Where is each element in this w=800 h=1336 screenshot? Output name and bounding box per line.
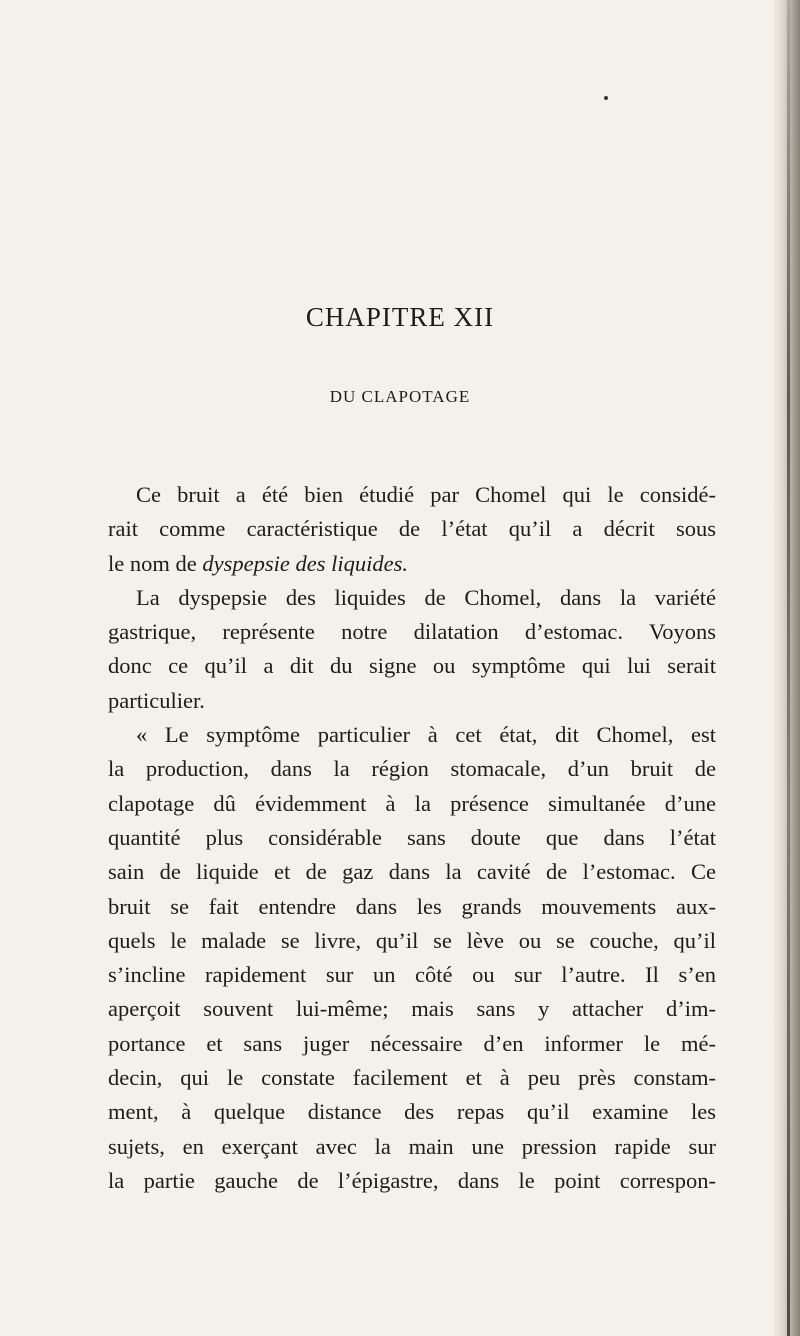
chapter-subtitle: DU CLAPOTAGE xyxy=(329,387,471,406)
text-line: Ce bruit a été bien étudié par Chomel qui le considé- xyxy=(136,482,716,507)
text-line: s’incline rapidement sur un côté ou sur l’autre. Il s’en xyxy=(108,962,716,988)
text-line: sujets, en exerçant avec la main une pression rapide sur xyxy=(108,1133,716,1159)
page-edge-shadow xyxy=(772,0,800,1336)
italic-term: dyspepsie des liquides. xyxy=(202,550,408,576)
text-span: le nom de xyxy=(108,550,203,576)
text-line: La dyspepsie des liquides de Chomel, dans la variété xyxy=(136,584,716,610)
text-line: aperçoit souvent lui-même; mais sans y attacher d’im- xyxy=(108,996,716,1022)
text-line: decin, qui le constate facilement et à peu près constam- xyxy=(108,1065,716,1091)
text-line: rait comme caractéristique de l’état qu’il a décrit sous xyxy=(108,516,716,542)
text-line: gastrique, représente notre dilatation d’estomac. Voyons xyxy=(108,619,716,645)
text-line: clapotage dû évidemment à la présence simultanée d’une xyxy=(108,790,716,816)
text-line: la production, dans la région stomacale, d’un bruit de xyxy=(108,756,716,782)
text-line xyxy=(108,547,716,581)
chapter-title: CHAPITRE XII xyxy=(305,302,495,332)
page-edge-line xyxy=(787,0,790,1336)
text-line: ment, à quelque distance des repas qu’il examine les xyxy=(108,1099,716,1125)
ink-speck xyxy=(604,96,608,100)
body-text xyxy=(108,478,716,1198)
text-line: portance et sans juger nécessaire d’en informer le mé- xyxy=(108,1030,716,1056)
text-line: la partie gauche de l’épigastre, dans le point correspon- xyxy=(108,1167,716,1193)
text-line: quels le malade se livre, qu’il se lève ou se couche, qu’il xyxy=(108,927,716,953)
text-line: « Le symptôme particulier à cet état, dit Chomel, est xyxy=(136,722,716,748)
text-line: bruit se fait entendre dans les grands mouvements aux- xyxy=(108,893,716,919)
text-line: sain de liquide et de gaz dans la cavité de l’estomac. Ce xyxy=(108,859,716,885)
text-line: quantité plus considérable sans doute que dans l’état xyxy=(108,824,716,850)
text-line: particulier. xyxy=(108,687,205,713)
text-line: donc ce qu’il a dit du signe ou symptôme qui lui serait xyxy=(108,653,716,679)
